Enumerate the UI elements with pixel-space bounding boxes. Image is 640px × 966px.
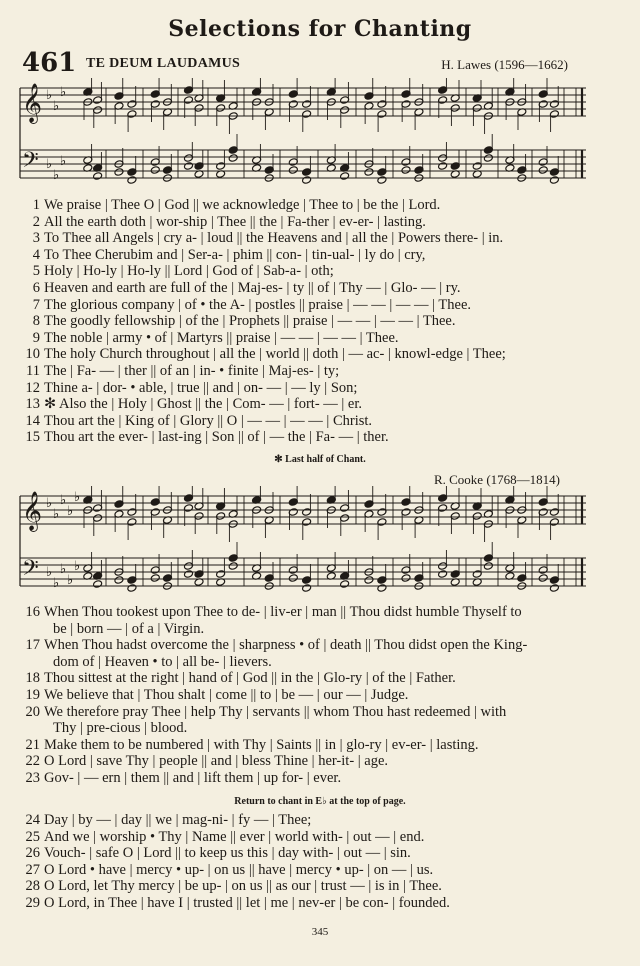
- note-head: [93, 580, 103, 589]
- flat-icon: ♭: [46, 88, 53, 103]
- verse-text: The glorious company | of • the A- | postles || praise | — — | — — | Thee.: [44, 296, 472, 313]
- verse-line: [18, 753, 614, 770]
- verse-text: O Lord, in Thee | have I | trusted || let | me | nev-er | be con- | founded.: [44, 894, 450, 911]
- verse-text: ✻ Also the | Holy | Ghost || the | Com- — | fort- — | er.: [44, 396, 363, 413]
- note-head: [184, 162, 194, 171]
- verses-block-1: [18, 197, 614, 446]
- verse-line: [18, 895, 614, 912]
- page-title: Selections for Chanting: [168, 16, 472, 42]
- composer-first-chant: H. Lawes (1596—1662): [441, 57, 568, 72]
- note-head: [340, 580, 350, 589]
- verse-text: Vouch- | safe O | Lord || to keep us this | day with- | out — | sin.: [44, 845, 411, 862]
- verse-number: 18: [25, 670, 40, 687]
- flat-icon: ♭: [60, 85, 67, 100]
- note-head: [228, 154, 238, 163]
- verse-line: [18, 770, 614, 787]
- verse-line: [18, 737, 614, 754]
- note-head: [302, 176, 312, 185]
- verse-number: 17: [25, 637, 40, 654]
- flat-icon: ♭: [60, 493, 67, 508]
- note-head: [150, 166, 160, 175]
- verse-text: Holy | Ho-ly | Ho-ly || Lord | God of | Sab-a- | oth;: [44, 263, 334, 280]
- verse-line: [18, 429, 614, 446]
- note-head: [302, 584, 312, 593]
- note-head: [377, 176, 387, 185]
- verse-number: 15: [25, 429, 40, 446]
- verse-line: [18, 380, 614, 397]
- note-head: [184, 570, 194, 579]
- verse-text: When Thou tookest upon Thee to de- | liv-er | man || Thou didst humble Thyself to: [44, 604, 522, 620]
- note-head: [288, 574, 298, 583]
- verse-number: 14: [25, 412, 40, 429]
- flat-icon: ♭: [53, 99, 60, 114]
- verse-number: 1: [32, 197, 40, 213]
- verse-text: All the earth doth | wor-ship | Thee || the | Fa-ther | ev-er- | lasting.: [44, 213, 426, 230]
- treble-clef-icon: 𝄞: [22, 491, 43, 531]
- note-head: [401, 166, 411, 175]
- hymn-name: TE DEUM LAUDAMUS: [86, 56, 241, 71]
- verse-text: Gov- | — ern | them || and | lift them | up for- | ever.: [44, 769, 342, 786]
- flat-icon: ♭: [74, 490, 81, 505]
- verse-text: Thou sittest at the right | hand of | God || in the | Glo-ry | of the | Father.: [44, 670, 456, 687]
- verse-number: 19: [25, 686, 40, 703]
- bass-clef-icon: 𝄢: [22, 556, 39, 586]
- verse-line: [18, 247, 614, 264]
- verse-number: 26: [25, 845, 40, 862]
- verse-line: [18, 230, 614, 247]
- verse-number: 7: [32, 296, 40, 313]
- note-head: [228, 562, 238, 571]
- hymn-number: 461: [22, 48, 77, 78]
- note-head: [93, 172, 103, 181]
- note-head: [127, 584, 137, 593]
- treble-clef-icon: 𝄞: [22, 83, 43, 123]
- verse-number: 27: [25, 861, 40, 878]
- verse-line: [18, 637, 614, 654]
- flat-icon: ♭: [53, 576, 60, 591]
- note-head: [438, 162, 448, 171]
- verse-number: 22: [25, 753, 40, 770]
- verse-number: 23: [25, 769, 40, 786]
- verse-continuation: Thy | pre-cious | blood.: [53, 720, 188, 737]
- verse-text: To Thee Cherubim and | Ser-a- | phim || con- | tin-ual- | ly do | cry,: [44, 246, 426, 263]
- note-head: [377, 584, 387, 593]
- verse-line: [18, 604, 614, 621]
- note-head: [549, 176, 559, 185]
- flat-icon: ♭: [46, 496, 53, 511]
- flat-icon: ♭: [67, 573, 74, 588]
- verse-text: The | Fa- — | ther || of an | in- • finite | Maj-es- | ty;: [44, 362, 340, 379]
- verse-text: Heaven and earth are full of the | Maj-es- | ty || of | Thy — | Glo- — | ry.: [44, 279, 461, 296]
- note-head: [127, 176, 137, 185]
- verse-number: 13: [25, 396, 40, 413]
- verse-number: 3: [32, 230, 40, 247]
- page-number: 345: [311, 926, 329, 938]
- verse-number: 20: [25, 703, 40, 720]
- verse-number: 25: [25, 828, 40, 845]
- verse-text: We praise | Thee O | God || we acknowledge | Thee to | be the | Lord.: [44, 197, 441, 213]
- verse-number: 2: [32, 213, 40, 230]
- verse-text: O Lord • have | mercy • up- | on us || have | mercy • up- | on — | us.: [44, 861, 434, 878]
- note-head: [288, 166, 298, 175]
- verse-number: 6: [32, 279, 40, 296]
- note-head: [483, 154, 493, 163]
- verse-line: [18, 829, 614, 846]
- verse-number: 4: [32, 246, 40, 263]
- flat-icon: ♭: [46, 565, 53, 580]
- verse-number: 24: [25, 812, 40, 828]
- flat-icon: ♭: [46, 157, 53, 172]
- note-head: [538, 574, 548, 583]
- verse-line: [18, 413, 614, 430]
- flat-icon: ♭: [74, 559, 81, 574]
- flat-icon: ♭: [53, 168, 60, 183]
- note-head: [114, 168, 124, 177]
- verse-line: [18, 812, 614, 829]
- verse-number: 12: [25, 379, 40, 396]
- verse-text: We believe that | Thou shalt | come || to | be — | our — | Judge.: [44, 686, 409, 703]
- verse-number: 28: [25, 878, 40, 895]
- verse-line: [18, 214, 614, 231]
- music-score-1: [18, 78, 588, 196]
- verse-line: [18, 670, 614, 687]
- verse-text: The holy Church throughout | all the | world || doth | — ac- | knowl-edge | Thee;: [44, 346, 506, 363]
- flat-icon: ♭: [67, 504, 74, 519]
- verse-number: 21: [25, 736, 40, 753]
- verse-text: O Lord, let Thy mercy | be up- | on us || as our | trust — | is in | Thee.: [44, 878, 442, 895]
- note-head: [401, 574, 411, 583]
- note-head: [549, 584, 559, 593]
- verse-number: 5: [32, 263, 40, 280]
- note-head: [364, 168, 374, 177]
- verse-number: 9: [32, 329, 40, 346]
- verse-text: Thine a- | dor- • able, | true || and | on- — | — ly | Son;: [44, 379, 358, 396]
- verse-text: And we | worship • Thy | Name || ever | world with- | out — | end.: [44, 828, 425, 845]
- verse-text: When Thou hadst overcome the | sharpness • of | death || Thou didst open the King-: [44, 637, 528, 654]
- verse-text: Make them to be numbered | with Thy | Saints || in | glo-ry | ev-er- | lasting.: [44, 736, 479, 753]
- verses-block-3: [18, 812, 614, 912]
- note-head: [538, 166, 548, 175]
- verse-line: [18, 263, 614, 280]
- verse-line: [18, 363, 614, 380]
- verse-text: The noble | army • of | Martyrs || praise | — — | — — | Thee.: [44, 329, 399, 346]
- verse-line: [18, 297, 614, 314]
- verse-line: [18, 845, 614, 862]
- verse-continuation: dom of | Heaven • to | all be- | lievers.: [53, 653, 272, 670]
- verse-line: [18, 346, 614, 363]
- note-head: [483, 562, 493, 571]
- verse-text: Day | by — | day || we | mag-ni- | fy — | Thee;: [44, 812, 312, 828]
- bass-clef-icon: 𝄢: [22, 148, 39, 178]
- last-half-note: ✻ Last half of Chant.: [274, 454, 366, 465]
- verse-line: [18, 704, 614, 721]
- flat-icon: ♭: [60, 154, 67, 169]
- verse-line: [18, 862, 614, 879]
- note-head: [150, 574, 160, 583]
- verse-line: [18, 687, 614, 704]
- verse-line: [18, 396, 614, 413]
- verse-line: [18, 197, 614, 214]
- composer-second-chant: R. Cooke (1768—1814): [433, 472, 560, 487]
- verse-text: O Lord | save Thy | people || and | bless Thine | her-it- | age.: [44, 753, 389, 770]
- verse-number: 11: [26, 362, 40, 379]
- verse-text: Thou art the | King of | Glory || O | — — | — — | Christ.: [44, 412, 373, 429]
- flat-icon: ♭: [53, 507, 60, 522]
- verse-text: The goodly fellowship | of the | Prophets || praise | — — | — — | Thee.: [44, 313, 456, 330]
- verse-number: 29: [25, 894, 40, 911]
- verse-text: Thou art the ever- | last-ing | Son || of | — the | Fa- — | ther.: [44, 429, 389, 446]
- return-note: Return to chant in E♭ at the top of page.: [234, 796, 406, 807]
- verse-line: [18, 280, 614, 297]
- verse-number: 8: [32, 313, 40, 330]
- note-head: [438, 570, 448, 579]
- verse-number: 16: [25, 604, 40, 620]
- note-head: [340, 172, 350, 181]
- note-head: [364, 576, 374, 585]
- verses-block-2: [18, 604, 614, 787]
- verse-continuation: be | born — | of a | Virgin.: [53, 620, 205, 637]
- verse-line: [18, 313, 614, 330]
- note-head: [114, 576, 124, 585]
- verse-text: To Thee all Angels | cry a- | loud || the Heavens and | all the | Powers there- | in.: [44, 230, 504, 247]
- verse-line: [18, 330, 614, 347]
- music-score-2: [18, 486, 588, 604]
- verse-number: 10: [25, 346, 40, 363]
- verse-text: We therefore pray Thee | help Thy | servants || whom Thou hast redeemed | with: [44, 703, 507, 720]
- flat-icon: ♭: [60, 562, 67, 577]
- verse-line: [18, 878, 614, 895]
